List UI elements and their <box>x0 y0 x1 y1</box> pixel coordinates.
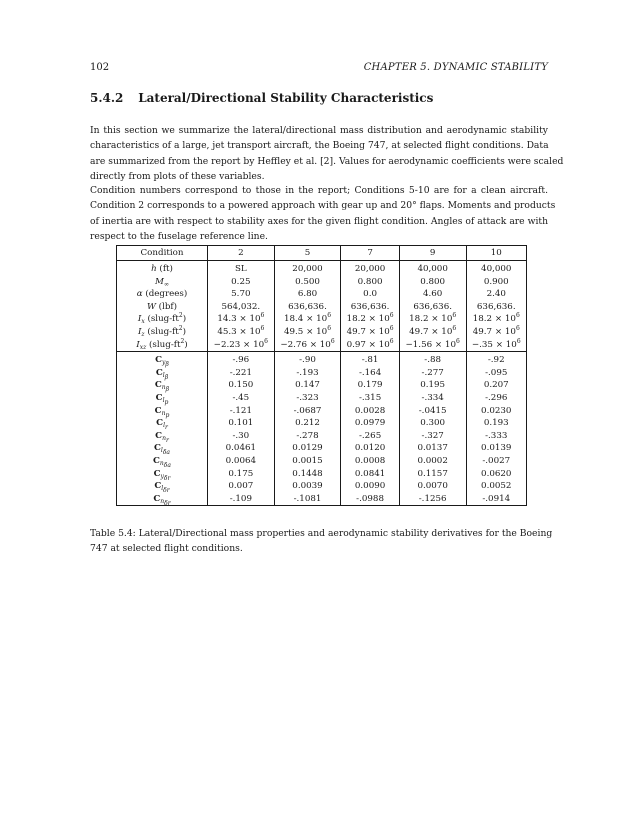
table-cell: -.121 <box>208 405 275 418</box>
table-cell: 0.0015 <box>274 455 341 468</box>
label-unit: (slug-ft <box>144 314 179 325</box>
row-label <box>117 261 208 276</box>
label-subsubscript: p <box>164 398 169 406</box>
section-heading <box>90 91 548 105</box>
row-label <box>117 455 208 468</box>
label-subscript: ∞ <box>163 280 169 288</box>
table-cell: 564,032. <box>208 301 275 314</box>
label-subscript: lδr <box>161 485 170 495</box>
label-symbol: I <box>137 314 142 325</box>
table-row <box>117 379 527 392</box>
table-cell: -.30 <box>208 430 275 443</box>
label-subscript: yδr <box>160 472 171 482</box>
table-cell: -.96 <box>208 352 275 367</box>
column-header-condition: Condition <box>117 246 208 261</box>
table-row <box>117 455 527 468</box>
table-cell: 20,000 <box>274 261 341 276</box>
table-cell: 0.195 <box>399 379 466 392</box>
column-header-condition-5: 5 <box>274 246 341 261</box>
text-line: Condition numbers correspond to those in the report; Conditions 5-10 are for a clean aircraft. <box>90 185 548 196</box>
table-cell: 0.147 <box>274 379 341 392</box>
value-exponent: 6 <box>327 324 332 332</box>
table-cell: 0.900 <box>466 276 527 289</box>
column-header-condition-7: 7 <box>341 246 399 261</box>
table-cell: 0.007 <box>208 480 275 493</box>
table-cell: 0.0841 <box>341 468 399 481</box>
table-cell: 0.0461 <box>208 442 275 455</box>
value-exponent: 6 <box>330 337 335 345</box>
value-exponent: 6 <box>452 324 457 332</box>
text-line: Condition 2 corresponds to a powered approach with gear up and 20° flaps. Moments and products <box>90 200 556 212</box>
value-mantissa: 45.3 × 10 <box>217 326 261 337</box>
table-row <box>117 468 527 481</box>
value-exponent: 6 <box>260 312 265 320</box>
table-cell: 0.800 <box>399 276 466 289</box>
label-symbol: W <box>146 301 156 312</box>
table-cell: -.333 <box>466 430 527 443</box>
table-row <box>117 288 527 301</box>
label-symbol: C <box>155 430 163 441</box>
value-mantissa: −.35 × 10 <box>471 339 517 350</box>
value-exponent: 6 <box>516 337 521 345</box>
table-cell: -.0027 <box>466 455 527 468</box>
text-line: directly from plots of these variables. <box>90 170 265 182</box>
label-symbol: M <box>155 276 164 287</box>
table-cell: -.265 <box>341 430 399 443</box>
table-cell: 40,000 <box>466 261 527 276</box>
value-exponent: 6 <box>264 337 268 345</box>
table-cell: -.221 <box>208 367 275 380</box>
table-cell: -.277 <box>399 367 466 380</box>
value-exponent: 6 <box>455 337 460 345</box>
value-mantissa: 49.7 × 10 <box>346 326 390 337</box>
label-unit: (slug-ft <box>146 339 181 350</box>
row-label <box>117 339 208 352</box>
label-subsubscript: p <box>165 411 170 419</box>
table-cell: 0.212 <box>274 417 341 430</box>
caption-line: 747 at selected flight conditions. <box>90 543 243 555</box>
table-caption <box>90 526 553 557</box>
label-subscript: z <box>141 330 145 338</box>
table-row <box>117 326 527 339</box>
label-symbol: I <box>136 339 140 350</box>
label-subscript: yβ <box>162 359 169 369</box>
table-row <box>117 339 527 352</box>
table-cell: 0.0620 <box>466 468 527 481</box>
text-line: characteristics of a large, jet transport aircraft, the Boeing 747, at selected flight conditions. Data <box>90 140 549 152</box>
table-cell: -.0687 <box>274 405 341 418</box>
table-cell: 0.0008 <box>341 455 399 468</box>
table-cell: 0.0129 <box>274 442 341 455</box>
value-mantissa: 49.7 × 10 <box>409 326 453 337</box>
label-symbol: C <box>155 392 163 403</box>
table-cell: 0.800 <box>341 276 399 289</box>
label-subsubscript: β <box>165 386 170 394</box>
table-cell: 0.0002 <box>399 455 466 468</box>
table-cell: -.278 <box>274 430 341 443</box>
table-cell: -.315 <box>341 392 399 405</box>
label-symbol: C <box>154 380 162 391</box>
label-subsubscript: δa <box>162 449 171 457</box>
table-cell: 636,636. <box>274 301 341 314</box>
label-subsubscript: δr <box>163 487 170 495</box>
row-label <box>117 276 208 289</box>
label-symbol: C <box>153 468 161 479</box>
table-cell: 0.0 <box>341 288 399 301</box>
row-label <box>117 313 208 326</box>
table-cell <box>399 339 466 352</box>
label-superscript: 2 <box>180 337 185 345</box>
table-cell: 0.193 <box>466 417 527 430</box>
value-mantissa: −2.76 × 10 <box>280 339 331 350</box>
table-cell: 6.80 <box>274 288 341 301</box>
label-unit: (ft) <box>156 264 173 274</box>
label-subsubscript: r <box>164 424 168 432</box>
table-cell: 20,000 <box>341 261 399 276</box>
table-cell: 4.60 <box>399 288 466 301</box>
label-superscript: 2 <box>178 324 183 332</box>
value-mantissa: 49.7 × 10 <box>472 326 516 337</box>
table-row <box>117 442 527 455</box>
table-row <box>117 367 527 380</box>
label-symbol: C <box>155 355 163 366</box>
label-subscript: lr <box>163 422 168 432</box>
table-row <box>117 261 527 276</box>
table-cell: -.1081 <box>274 493 341 506</box>
value-exponent: 6 <box>389 337 394 345</box>
label-subscript: xz <box>139 343 147 351</box>
table-cell: 0.1157 <box>399 468 466 481</box>
value-exponent: 6 <box>515 312 520 320</box>
label-symbol: C <box>154 405 162 416</box>
table-cell: 0.150 <box>208 379 275 392</box>
table-row <box>117 392 527 405</box>
section-title: Lateral/Directional Stability Characteristics <box>138 91 434 105</box>
value-mantissa: 14.3 × 10 <box>217 314 261 325</box>
label-subscript: nδa <box>159 459 171 469</box>
label-subscript: nr <box>162 434 169 444</box>
paragraph-conditions <box>90 183 556 244</box>
value-mantissa: −1.56 × 10 <box>405 339 456 350</box>
row-label <box>117 430 208 443</box>
label-symbol: C <box>156 418 164 429</box>
table-cell: -.81 <box>341 352 399 367</box>
label-subscript: lp <box>162 396 169 406</box>
table-cell: 0.0979 <box>341 417 399 430</box>
row-label <box>117 442 208 455</box>
value-mantissa: 18.2 × 10 <box>409 314 453 325</box>
table-cell: -.90 <box>274 352 341 367</box>
table-cell: 0.25 <box>208 276 275 289</box>
text-line: of inertia are with respect to stability axes for the given flight condition. Angles of attack are with <box>90 215 548 227</box>
table-cell: -.0415 <box>399 405 466 418</box>
label-subscript: nδr <box>160 497 171 507</box>
table-cell: 0.0052 <box>466 480 527 493</box>
label-subscript: nβ <box>161 384 170 394</box>
value-mantissa: 18.2 × 10 <box>346 314 390 325</box>
table-cell: -.095 <box>466 367 527 380</box>
table-row <box>117 493 527 506</box>
label-unit: ) <box>184 339 188 350</box>
label-symbol: α <box>136 289 143 300</box>
table-row <box>117 417 527 430</box>
label-unit: (degrees) <box>142 289 188 300</box>
text-line: respect to the fuselage reference line. <box>90 230 268 242</box>
value-exponent: 6 <box>260 324 265 332</box>
label-unit: ) <box>182 326 186 337</box>
row-label <box>117 417 208 430</box>
label-subsubscript: δr <box>163 474 171 482</box>
table-cell: SL <box>208 261 275 276</box>
label-subscript: lδa <box>160 447 171 457</box>
table-cell: -.296 <box>466 392 527 405</box>
section-number: 5.4.2 <box>90 91 124 105</box>
row-label <box>117 352 208 367</box>
table-cell: -.1256 <box>399 493 466 506</box>
label-subsubscript: β <box>165 361 169 369</box>
stability-data-table <box>116 245 527 506</box>
page-number: 102 <box>90 62 110 73</box>
label-subsubscript: δa <box>163 461 171 469</box>
label-symbol: C <box>154 481 162 492</box>
label-symbol: C <box>153 493 161 504</box>
table-cell: 0.500 <box>274 276 341 289</box>
table-cell: 5.70 <box>208 288 275 301</box>
label-symbol: C <box>153 455 160 466</box>
paragraph-intro <box>90 123 564 184</box>
table-cell: 0.0137 <box>399 442 466 455</box>
label-subscript: np <box>161 409 170 419</box>
table-cell: -.327 <box>399 430 466 443</box>
table-cell: 0.300 <box>399 417 466 430</box>
label-symbol: C <box>155 367 163 378</box>
label-superscript: 2 <box>178 312 183 320</box>
table-cell: -.88 <box>399 352 466 367</box>
table-cell: -.193 <box>274 367 341 380</box>
label-symbol: h <box>151 264 157 274</box>
table-cell: 0.0090 <box>341 480 399 493</box>
label-subsubscript: β <box>164 373 169 381</box>
value-exponent: 6 <box>515 324 520 332</box>
table-cell: -.45 <box>208 392 275 405</box>
row-label <box>117 405 208 418</box>
row-label <box>117 468 208 481</box>
table-row <box>117 276 527 289</box>
table-cell: 0.0139 <box>466 442 527 455</box>
table-cell: 0.0064 <box>208 455 275 468</box>
table-cell: 0.0039 <box>274 480 341 493</box>
table-cell: 0.1448 <box>274 468 341 481</box>
table-cell: 0.0028 <box>341 405 399 418</box>
table-cell: 0.0070 <box>399 480 466 493</box>
table-cell <box>466 339 527 352</box>
table-header-row <box>117 246 527 261</box>
table-row <box>117 480 527 493</box>
table-cell: 636,636. <box>399 301 466 314</box>
table-cell: 636,636. <box>466 301 527 314</box>
label-symbol: C <box>153 443 161 454</box>
column-header-condition-2: 2 <box>208 246 275 261</box>
value-exponent: 6 <box>452 312 457 320</box>
value-exponent: 6 <box>389 312 394 320</box>
table-cell: -.0988 <box>341 493 399 506</box>
label-subscript: x <box>141 318 145 326</box>
table-cell: 0.0230 <box>466 405 527 418</box>
table-cell: 0.175 <box>208 468 275 481</box>
value-mantissa: 0.97 × 10 <box>346 339 390 350</box>
table-cell: -.334 <box>399 392 466 405</box>
label-subsubscript: r <box>165 436 169 444</box>
label-subsubscript: δr <box>164 499 171 507</box>
table-cell: 636,636. <box>341 301 399 314</box>
row-label <box>117 288 208 301</box>
row-label <box>117 480 208 493</box>
label-symbol: I <box>137 326 142 337</box>
table-cell <box>341 339 399 352</box>
value-mantissa: 18.2 × 10 <box>472 314 516 325</box>
table-row <box>117 405 527 418</box>
table-cell: -.109 <box>208 493 275 506</box>
label-subscript: lβ <box>162 371 169 381</box>
row-label <box>117 379 208 392</box>
running-header <box>90 62 548 76</box>
row-label <box>117 392 208 405</box>
column-header-condition-10: 10 <box>466 246 527 261</box>
value-exponent: 6 <box>327 312 332 320</box>
table-cell: -.0914 <box>466 493 527 506</box>
label-unit: (slug-ft <box>144 326 179 337</box>
value-mantissa: −2.23 × 10 <box>213 339 265 350</box>
table-row <box>117 430 527 443</box>
row-label <box>117 493 208 506</box>
label-unit: ) <box>182 314 187 325</box>
chapter-title: CHAPTER 5. DYNAMIC STABILITY <box>363 62 548 73</box>
table-cell: 40,000 <box>399 261 466 276</box>
table-cell: -.92 <box>466 352 527 367</box>
table-cell: -.164 <box>341 367 399 380</box>
row-label <box>117 301 208 314</box>
row-label <box>117 326 208 339</box>
column-header-condition-9: 9 <box>399 246 466 261</box>
table-row <box>117 352 527 367</box>
table-cell <box>208 339 275 352</box>
table-cell: 2.40 <box>466 288 527 301</box>
text-line: In this section we summarize the lateral/directional mass distribution and aerodynamic stability <box>90 125 548 136</box>
caption-line: Table 5.4: Lateral/Directional mass properties and aerodynamic stability derivatives for the Boeing <box>90 528 553 539</box>
table-cell: 0.207 <box>466 379 527 392</box>
label-unit: (lbf) <box>155 301 178 312</box>
table-cell <box>274 339 341 352</box>
table-cell: 0.179 <box>341 379 399 392</box>
text-line: are summarized from the report by Heffley et al. [2]. Values for aerodynamic coefficients were scaled <box>90 155 564 167</box>
table-cell: 0.0120 <box>341 442 399 455</box>
value-mantissa: 49.5 × 10 <box>283 326 328 337</box>
value-exponent: 6 <box>389 324 394 332</box>
row-label <box>117 367 208 380</box>
table-cell: -.323 <box>274 392 341 405</box>
table-cell: 0.101 <box>208 417 275 430</box>
value-mantissa: 18.4 × 10 <box>283 314 328 325</box>
